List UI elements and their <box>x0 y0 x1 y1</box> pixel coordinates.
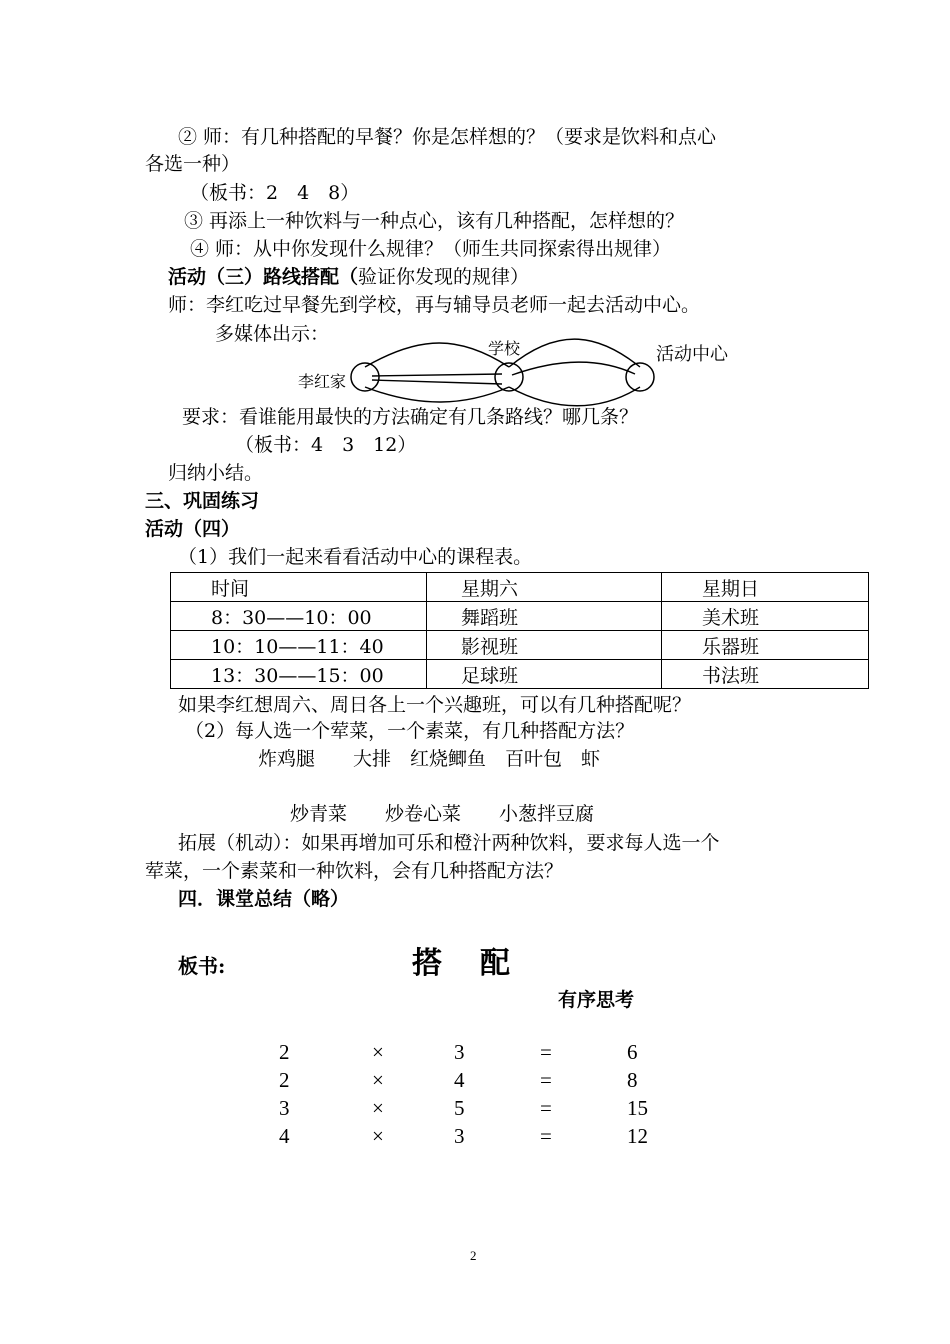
table-header-cell: 星期日 <box>662 573 869 602</box>
equation-factor: 4 <box>454 1068 465 1092</box>
times-sign: × <box>372 1096 384 1120</box>
table-cell: 美术班 <box>662 602 869 631</box>
section-heading: 四．课堂总结（略） <box>178 888 350 910</box>
board-label: 板书: <box>178 954 226 978</box>
school-node <box>495 363 523 391</box>
home-node <box>351 363 379 391</box>
activity-four-heading: 活动（四） <box>145 518 241 540</box>
table-cell: 舞蹈班 <box>427 602 662 631</box>
text-line: 如果李红想周六、周日各上一个兴趣班，可以有几种搭配呢？ <box>178 694 692 716</box>
table-cell: 8：30——10：00 <box>171 602 427 631</box>
text-line: 荤菜，一个素菜和一种饮料，会有几种搭配方法？ <box>145 860 564 882</box>
times-sign: × <box>372 1040 384 1064</box>
table-header-cell: 时间 <box>171 573 427 602</box>
table-cell: 书法班 <box>662 660 869 689</box>
veg-dishes-line: 炒青菜 炒卷心菜 小葱拌豆腐 <box>290 803 595 825</box>
text-line: 多媒体出示： <box>215 323 330 345</box>
route-school-center-3 <box>509 387 640 406</box>
board-title: 搭配 <box>412 946 548 981</box>
home-label: 李红家 <box>298 372 347 391</box>
table-row <box>171 660 869 689</box>
equals-sign: = <box>540 1068 552 1092</box>
route-school-center-2 <box>512 362 635 375</box>
table-row <box>171 602 869 631</box>
table-header-cell: 星期六 <box>427 573 662 602</box>
table-cell: 影视班 <box>427 631 662 660</box>
equation-result: 15 <box>627 1096 648 1120</box>
equation-factor: 3 <box>454 1124 465 1148</box>
text-line: 师：李红吃过早餐先到学校，再与辅导员老师一起去活动中心。 <box>168 294 701 316</box>
equation-factor: 3 <box>454 1040 465 1064</box>
text-line: （2）每人选一个荤菜，一个素菜，有几种搭配方法？ <box>185 720 635 742</box>
equation-factor: 3 <box>279 1096 290 1120</box>
text-line: ③ 再添上一种饮料与一种点心，该有几种搭配，怎样想的？ <box>184 210 685 232</box>
equation-result: 8 <box>627 1068 638 1092</box>
equals-sign: = <box>540 1096 552 1120</box>
text-line: （1）我们一起来看看活动中心的课程表。 <box>178 546 533 568</box>
section-heading: 三、巩固练习 <box>145 490 260 512</box>
equation-result: 6 <box>627 1040 638 1064</box>
table-cell: 13：30——15：00 <box>171 660 427 689</box>
equals-sign: = <box>540 1040 552 1064</box>
table-cell: 乐器班 <box>662 631 869 660</box>
equals-sign: = <box>540 1124 552 1148</box>
equation-result: 12 <box>627 1124 648 1148</box>
table-cell: 足球班 <box>427 660 662 689</box>
text-line: 要求：看谁能用最快的方法确定有几条路线？哪几条？ <box>182 406 639 428</box>
heading-rest: 验证你发现的规律） <box>358 266 530 288</box>
text-line: （板书：2 4 8） <box>190 182 360 204</box>
course-table <box>170 572 869 689</box>
page-number: 2 <box>470 1248 477 1263</box>
equation-factor: 2 <box>279 1040 290 1064</box>
route-home-school-3 <box>372 380 502 384</box>
board-subtitle: 有序思考 <box>558 989 635 1011</box>
times-sign: × <box>372 1068 384 1092</box>
text-line: （板书：4 3 12） <box>235 434 417 456</box>
meat-dishes-line: 炸鸡腿 大排 红烧鲫鱼 百叶包 虾 <box>258 748 601 770</box>
center-node <box>626 363 654 391</box>
text-line: ④ 师：从中你发现什么规律？（师生共同探索得出规律） <box>190 238 672 260</box>
school-label: 学校 <box>488 339 521 358</box>
table-cell: 10：10——11：40 <box>171 631 427 660</box>
table-header-row <box>171 573 869 602</box>
times-sign: × <box>372 1124 384 1148</box>
text-line: 拓展（机动）：如果再增加可乐和橙汁两种饮料，要求每人选一个 <box>178 832 720 854</box>
route-home-school-2 <box>372 374 502 376</box>
text-line: ② 师：有几种搭配的早餐？你是怎样想的？（要求是饮料和点心 <box>178 126 717 148</box>
route-diagram <box>290 330 760 415</box>
text-line: 各选一种） <box>145 153 241 175</box>
heading-bold: 活动（三）路线搭配（ <box>168 266 359 288</box>
text-line: 归纳小结。 <box>168 462 264 484</box>
equation-factor: 4 <box>279 1124 290 1148</box>
route-home-school-4 <box>365 387 509 402</box>
center-label: 活动中心 <box>656 344 728 365</box>
equation-factor: 5 <box>454 1096 465 1120</box>
table-row <box>171 631 869 660</box>
equation-factor: 2 <box>279 1068 290 1092</box>
activity-three-heading <box>168 264 529 290</box>
